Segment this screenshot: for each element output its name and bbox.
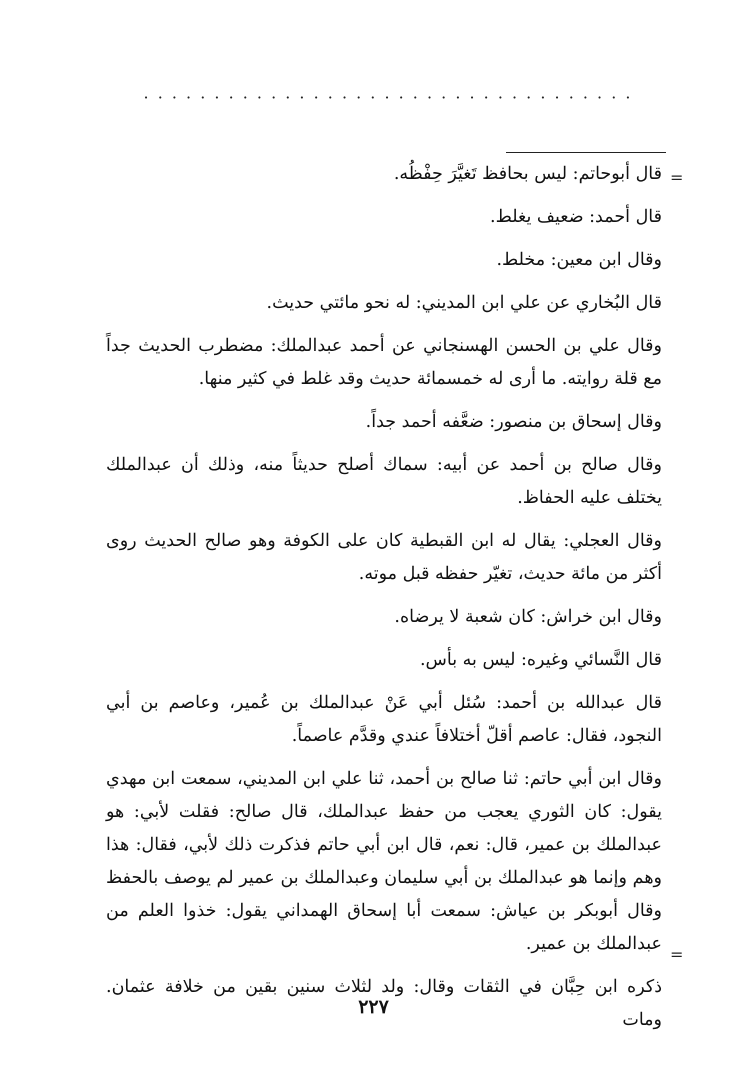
paragraph: وقال علي بن الحسن الهسنجاني عن أحمد عبدالملك: مضطرب الحديث جداً مع قلة روايته. ما أرى له خمسمائة حديث وقد غلط في كثير منها.	[106, 336, 662, 389]
continuation-mark-top: =	[670, 168, 684, 187]
paragraph: وقال صالح بن أحمد عن أبيه: سماك أصلح حديثاً منه، وذلك أن عبدالملك يختلف عليه الحفاظ.	[106, 455, 662, 508]
page-body	[106, 158, 662, 1047]
paragraph: وقال ابن معين: مخلط.	[496, 250, 662, 270]
paragraph: وقال ابن أبي حاتم: ثنا صالح بن أحمد، ثنا علي ابن المديني، سمعت ابن مهدي يقول: كان الثوري يعجب من حفظ عبدالملك، قال صالح: فقلت لأبي: هو عبدالملك بن عمير، قال: نعم، قال ابن أبي حاتم فذكرت ذلك لأبي، فقال: هذا وهم وإنما هو عبدالملك بن أبي سليمان وعبدالملك بن عمير لم يوصف بالحفظ وقال أبوبكر بن عياش: سمعت أبا إسحاق الهمداني يقول: خذوا العلم من عبدالملك بن عمير.	[106, 769, 662, 954]
paragraph: وقال إسحاق بن منصور: ضعَّفه أحمد جداً.	[365, 412, 662, 432]
page-number: ٢٢٧	[358, 996, 389, 1018]
paragraph: قال البُخاري عن علي ابن المديني: له نحو مائتي حديث.	[266, 293, 662, 313]
top-rule	[506, 152, 666, 153]
paragraph: ذكره ابن حِبَّان في الثقات وقال: ولد لثلاث سنين بقين من خلافة عثمان. ومات	[106, 977, 662, 1030]
paragraph: قال أحمد: ضعيف يغلط.	[490, 207, 662, 227]
paragraph: قال النَّسائي وغيره: ليس به بأس.	[419, 650, 662, 670]
paragraph: قال أبوحاتم: ليس بحافظ تَغيَّرَ حِفْظُه.	[393, 164, 662, 184]
paragraph: قال عبدالله بن أحمد: سُئل أبي عَنْ عبدالملك بن عُمير، وعاصم بن أبي النجود، فقال: عاصم أقلّ أختلافاً عندي وقدَّم عاصماً.	[106, 693, 662, 746]
paragraph: وقال العجلي: يقال له ابن القبطية كان على الكوفة وهو صالح الحديث روى أكثر من مائة حديث، تغيّر حفظه قبل موته.	[106, 531, 662, 584]
continuation-mark-bottom: =	[670, 945, 684, 964]
paragraph: وقال ابن خراش: كان شعبة لا يرضاه.	[394, 607, 662, 627]
header-dotted-line: · · · · · · · · · · · · · · · · · · · · · · · · · · · · · · · · · · ·	[143, 88, 633, 107]
